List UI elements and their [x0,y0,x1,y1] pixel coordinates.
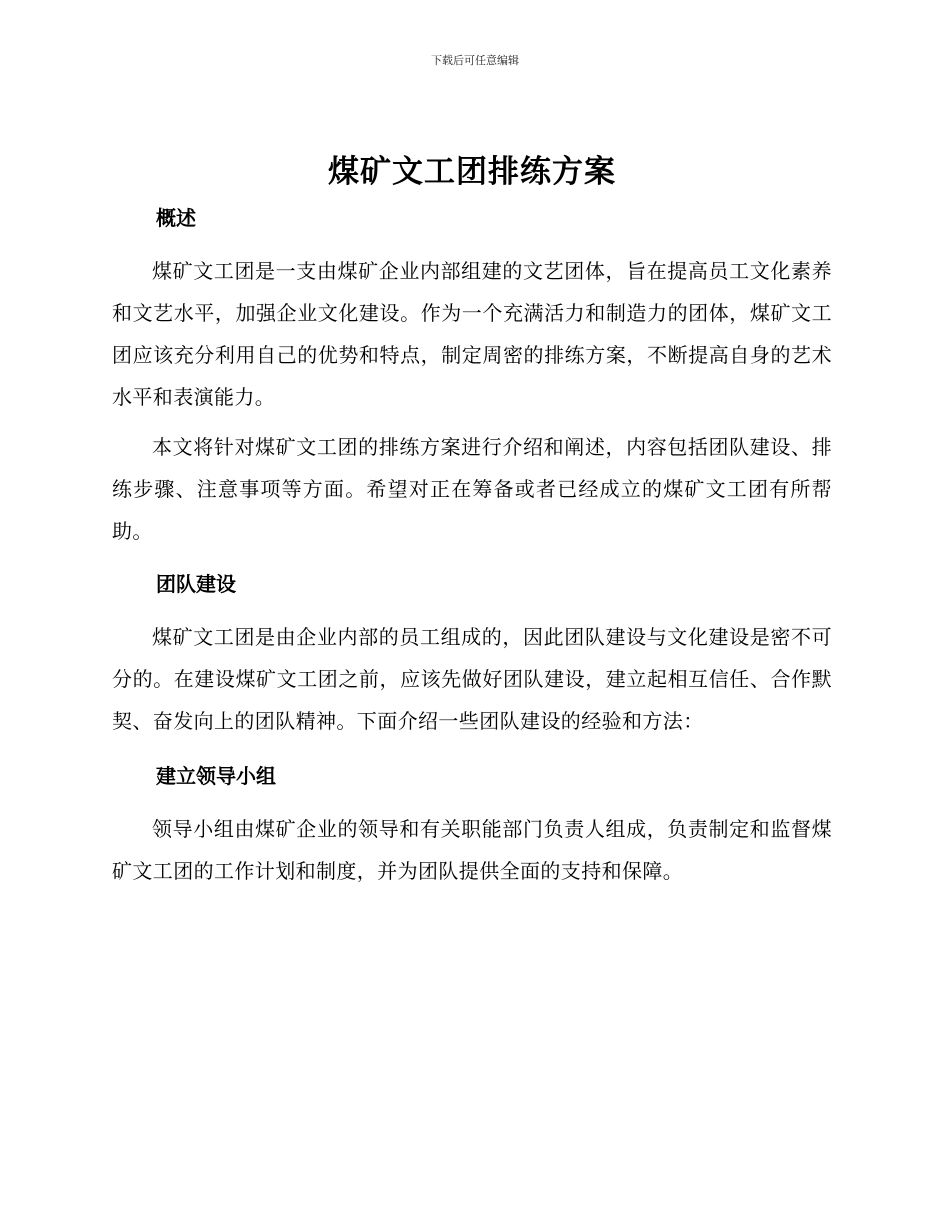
section-heading-overview: 概述 [156,206,196,230]
page-header-note: 下载后可任意编辑 [431,54,519,67]
paragraph-overview-2: 本文将针对煤矿文工团的排练方案进行介绍和阐述，内容包括团队建设、排练步骤、注意事项等方面。希望对正在筹备或者已经成立的煤矿文工团有所帮助。 [112,435,832,543]
section-heading-team-building: 团队建设 [156,572,236,596]
section-heading-leadership-group: 建立领导小组 [156,764,276,788]
paragraph-team-building-1: 煤矿文工团是由企业内部的员工组成的，因此团队建设与文化建设是密不可分的。在建设煤矿文工团之前，应该先做好团队建设，建立起相互信任、合作默契、奋发向上的团队精神。下面介绍一些团队建设的经验和方法： [112,625,832,733]
paragraph-overview-1: 煤矿文工团是一支由煤矿企业内部组建的文艺团体，旨在提高员工文化素养和文艺水平，加强企业文化建设。作为一个充满活力和制造力的团体，煤矿文工团应该充分利用自己的优势和特点，制定周密的排练方案，不断提高自身的艺术水平和表演能力。 [112,259,832,409]
document-body [112,150,832,892]
paragraph-leadership-group-1: 领导小组由煤矿企业的领导和有关职能部门负责人组成，负责制定和监督煤矿文工团的工作计划和制度，并为团队提供全面的支持和保障。 [112,817,832,883]
document-title: 煤矿文工团排练方案 [328,154,616,190]
